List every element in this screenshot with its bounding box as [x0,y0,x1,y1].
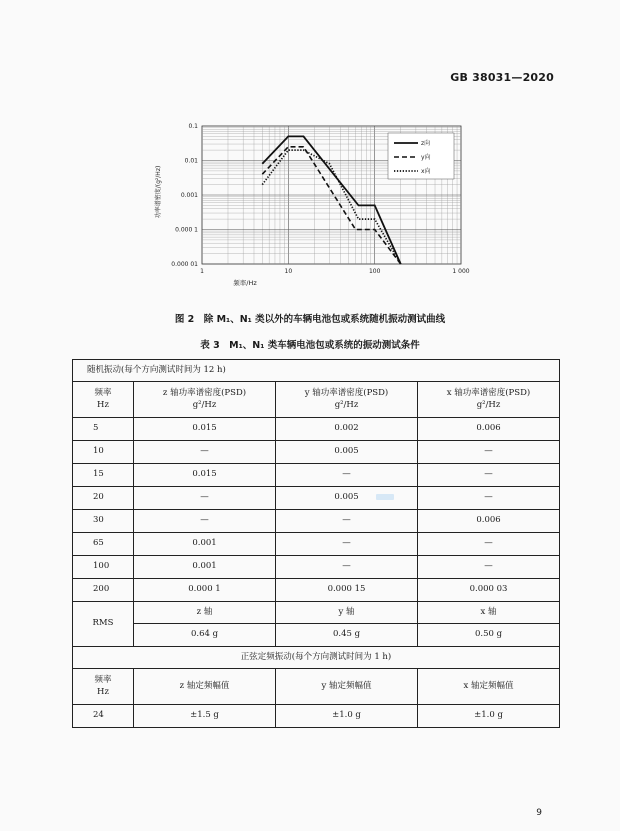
sine-header-row [73,669,560,705]
random-vibration-title: 随机振动(每个方向测试时间为 12 h) [73,360,560,382]
sine-frequency: 24 [73,705,134,728]
figure-caption: 图 2 除 M₁、N₁ 类以外的车辆电池包或系统随机振动测试曲线 [174,314,446,325]
row-y-value: 0.005 [276,441,418,464]
row-frequency: 5 [73,418,134,441]
sine-x-value: ±1.0 g [418,705,560,728]
row-y-value: 0.005 [276,487,418,510]
legend-label: z向 [421,140,431,147]
series-line-dotted [262,150,400,264]
row-y-value: — [276,510,418,533]
row-x-value: — [418,464,560,487]
rms-value-row [73,624,560,647]
row-y-value: 0.000 15 [276,579,418,602]
sine-z-value: ±1.5 g [134,705,276,728]
row-y-value: — [276,556,418,579]
y-tick-label: 0.1 [188,123,198,130]
standard-number: GB 38031—2020 [450,71,554,84]
rms-axis-row [73,602,560,624]
frequency-header-cn: 频率 [94,388,112,399]
sine-row [73,705,560,728]
row-z-value: 0.015 [134,418,276,441]
y-psd-header-unit: g²/Hz [334,399,359,410]
row-y-value: — [276,533,418,556]
x-tick-label: 1 000 [452,268,470,275]
sine-frequency-header-unit: Hz [97,686,109,697]
watermark-mark [376,494,394,500]
x-psd-header-unit: g²/Hz [476,399,501,410]
table-row [73,579,560,602]
x-psd-header-label: x 轴功率谱密度(PSD) [446,388,531,399]
row-frequency: 30 [73,510,134,533]
z-psd-header-unit: g²/Hz [192,399,217,410]
rms-label: RMS [73,602,134,647]
x-tick-label: 100 [368,268,381,275]
chart-legend [388,133,454,179]
x-psd-header [418,382,560,418]
row-x-value: — [418,533,560,556]
frequency-header [73,382,134,418]
sine-x-header: x 轴定频幅值 [418,669,560,705]
y-tick-label: 0.01 [184,157,198,165]
sine-z-header: z 轴定频幅值 [134,669,276,705]
row-z-value: 0.001 [134,556,276,579]
table-row [73,418,560,441]
y-psd-header [276,382,418,418]
sine-y-value: ±1.0 g [276,705,418,728]
y-tick-label: 0.000 1 [175,226,198,234]
row-z-value: 0.000 1 [134,579,276,602]
table-row [73,510,560,533]
chart-y-axis-label: 功率谱密度/(g²/Hz) [155,165,162,219]
rms-x-axis: x 轴 [418,602,560,624]
table-section-row [73,647,560,669]
row-x-value: 0.000 03 [418,579,560,602]
row-x-value: 0.006 [418,510,560,533]
vibration-test-table [72,359,560,728]
table-row [73,464,560,487]
table-row [73,556,560,579]
row-z-value: — [134,510,276,533]
row-frequency: 15 [73,464,134,487]
sine-y-header: y 轴定频幅值 [276,669,418,705]
row-frequency: 65 [73,533,134,556]
page-number: 9 [536,808,542,818]
table-header-row [73,382,560,418]
row-z-value: — [134,441,276,464]
table-section-row [73,360,560,382]
rms-z-axis: z 轴 [134,602,276,624]
z-psd-header [134,382,276,418]
row-z-value: 0.001 [134,533,276,556]
row-x-value: — [418,556,560,579]
frequency-header-unit: Hz [97,399,109,410]
row-y-value: 0.002 [276,418,418,441]
rms-x-value: 0.50 g [418,624,560,647]
y-psd-header-label: y 轴功率谱密度(PSD) [304,388,389,399]
legend-label: y向 [421,154,431,161]
chart-x-axis-label: 频率/Hz [233,279,257,287]
rms-y-axis: y 轴 [276,602,418,624]
table-row [73,441,560,464]
rms-z-value: 0.64 g [134,624,276,647]
sine-frequency-header [73,669,134,705]
row-x-value: 0.006 [418,418,560,441]
row-z-value: — [134,487,276,510]
table-row [73,487,560,510]
y-tick-label: 0.001 [180,192,198,199]
psd-chart [148,116,478,288]
row-y-value: — [276,464,418,487]
sine-vibration-title: 正弦定频振动(每个方向测试时间为 1 h) [73,647,560,669]
x-tick-label: 1 [200,268,204,275]
row-frequency: 10 [73,441,134,464]
row-x-value: — [418,487,560,510]
table-row [73,533,560,556]
table-caption: 表 3 M₁、N₁ 类车辆电池包或系统的振动测试条件 [200,340,420,351]
row-frequency: 100 [73,556,134,579]
row-z-value: 0.015 [134,464,276,487]
y-tick-label: 0.000 01 [171,261,198,268]
x-tick-label: 10 [284,268,293,275]
row-frequency: 20 [73,487,134,510]
rms-y-value: 0.45 g [276,624,418,647]
row-x-value: — [418,441,560,464]
row-frequency: 200 [73,579,134,602]
legend-label: x向 [421,168,431,175]
z-psd-header-label: z 轴功率谱密度(PSD) [162,388,247,399]
sine-frequency-header-cn: 频率 [94,675,112,686]
